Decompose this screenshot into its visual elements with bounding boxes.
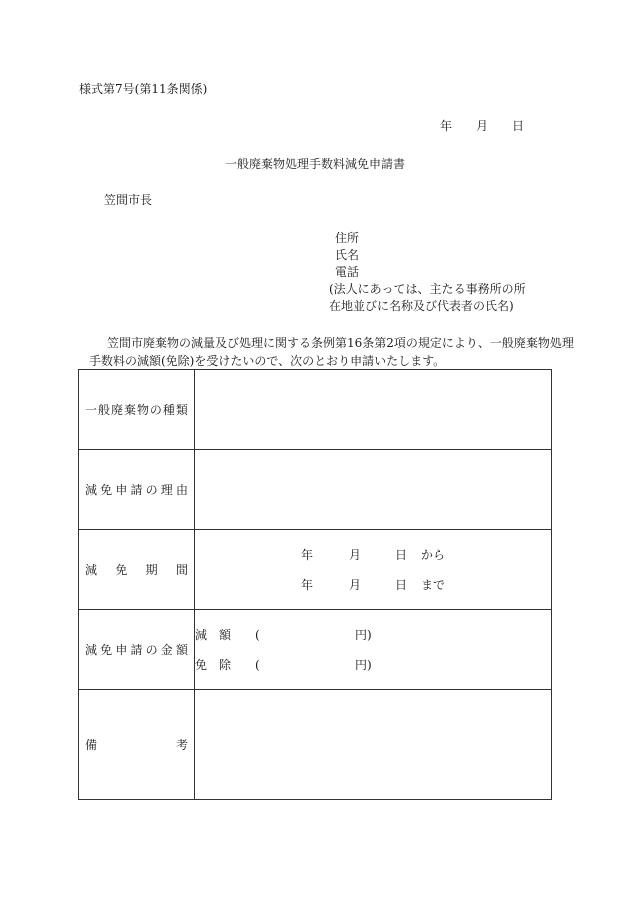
amount-reduction-open: ( [255, 627, 260, 642]
amount-reduction-close: 円) [355, 627, 372, 642]
applicant-name-label: 氏名 [335, 248, 360, 262]
label-char: 期 [145, 563, 158, 577]
label-char: 減 [85, 483, 98, 497]
applicant-phone-label: 電話 [335, 265, 360, 279]
period-to-month: 月 [348, 577, 361, 592]
row-remarks [79, 690, 552, 800]
applicant-block [329, 230, 526, 315]
label-char: 請 [130, 483, 143, 497]
field-reason[interactable] [195, 450, 552, 530]
label-char: 申 [115, 483, 128, 497]
label-char: 減 [85, 563, 98, 577]
period-to-year: 年 [300, 577, 313, 592]
label-amount [79, 610, 195, 690]
label-char: 棄 [123, 403, 136, 417]
label-char: の [145, 483, 158, 497]
label-char: 物 [136, 403, 149, 417]
row-period [79, 530, 552, 610]
row-waste-type [79, 370, 552, 450]
amount-exemption-open: ( [255, 657, 260, 672]
label-char: 類 [175, 403, 188, 417]
label-reason [79, 450, 195, 530]
period-from-day: 日 [394, 547, 407, 562]
label-char: の [145, 643, 158, 657]
applicant-note-line1: (法人にあっては、主たる事務所の所 [329, 282, 526, 296]
period-from [195, 540, 551, 570]
period-to-suffix: まで [420, 577, 445, 592]
addressee: 笠間市長 [104, 193, 153, 207]
label-char: の [149, 403, 162, 417]
label-char: 金 [160, 643, 173, 657]
label-char: 免 [115, 563, 128, 577]
period-to [195, 570, 551, 600]
document-title: 一般廃棄物処理手数料減免申請書 [224, 157, 405, 171]
amount-reduction-label: 減 額 [195, 627, 232, 642]
field-remarks[interactable] [195, 690, 552, 800]
field-period[interactable] [195, 530, 552, 610]
amount-exemption-close: 円) [355, 657, 372, 672]
label-char: 廃 [110, 403, 123, 417]
period-from-month: 月 [348, 547, 361, 562]
label-char: 申 [115, 643, 128, 657]
label-char: 種 [162, 403, 175, 417]
field-amount[interactable] [195, 610, 552, 690]
statement-line1: 笠間市廃棄物の減量及び処理に関する条例第16条第2項の規定により、一般廃棄物処理 [107, 336, 574, 350]
label-char: 減 [85, 643, 98, 657]
label-remarks [79, 690, 195, 800]
period-from-suffix: から [420, 547, 445, 562]
row-amount [79, 610, 552, 690]
date-line [440, 119, 524, 133]
amount-exemption [195, 650, 551, 680]
label-char: 免 [100, 643, 113, 657]
label-period [79, 530, 195, 610]
row-reason [79, 450, 552, 530]
label-char: 間 [175, 563, 188, 577]
label-char: 額 [175, 643, 188, 657]
form-number: 様式第7号(第11条関係) [79, 82, 208, 96]
label-char: 般 [97, 403, 110, 417]
date-day: 日 [512, 119, 525, 133]
date-year: 年 [440, 119, 453, 133]
amount-reduction [195, 620, 551, 650]
label-char: 免 [100, 483, 113, 497]
label-char: 一 [85, 403, 98, 417]
application-form-table [78, 369, 552, 800]
amount-exemption-label: 免 除 [195, 657, 232, 672]
label-char: 備 [85, 738, 98, 752]
label-char: 請 [130, 643, 143, 657]
label-char: 理 [160, 483, 173, 497]
label-char: 考 [175, 738, 188, 752]
period-from-year: 年 [300, 547, 313, 562]
applicant-address-label: 住所 [335, 231, 360, 245]
label-char: 由 [175, 483, 188, 497]
date-month: 月 [476, 119, 489, 133]
period-to-day: 日 [394, 577, 407, 592]
application-statement [89, 334, 574, 370]
label-waste-type [79, 370, 195, 450]
statement-line2: 手数料の減額(免除)を受けたいので、次のとおり申請いたします。 [89, 354, 446, 368]
applicant-note-line2: 在地並びに名称及び代表者の氏名) [329, 299, 514, 313]
field-waste-type[interactable] [195, 370, 552, 450]
